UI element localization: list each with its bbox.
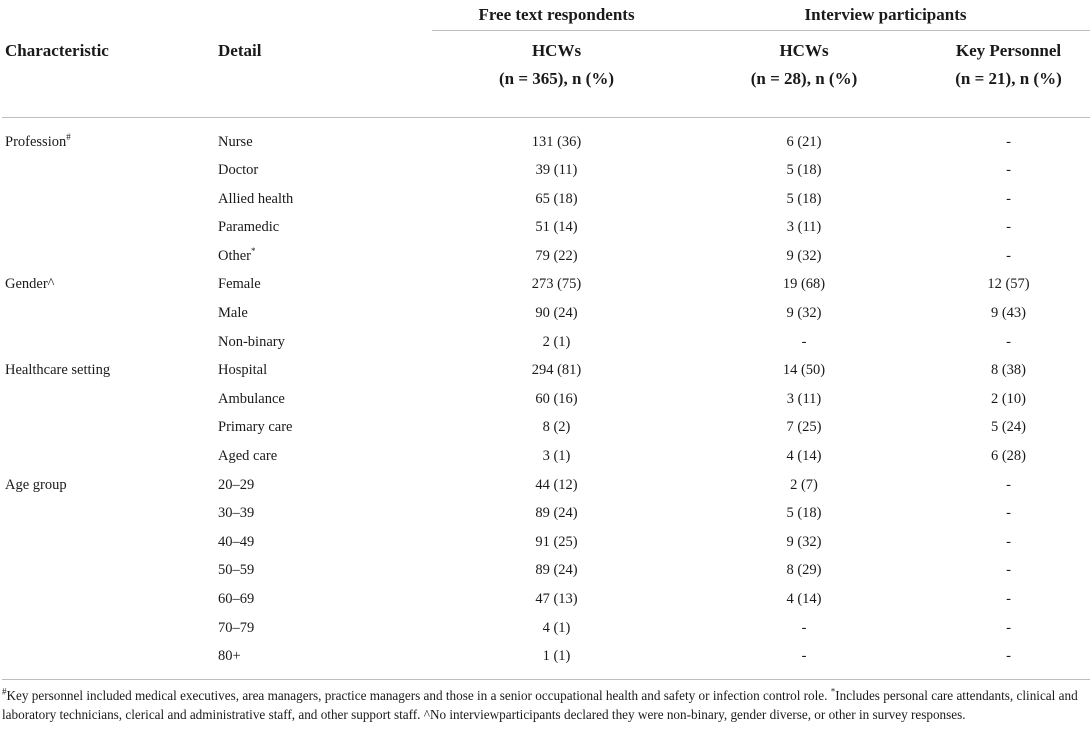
cell-detail [218,585,432,614]
cell-int-hcw-text: 19 (68) [782,276,826,293]
cell-int-hcw-text: 9 (32) [786,305,822,322]
cell-characteristic-text: Age group [5,476,67,493]
table-row [2,299,1090,328]
cell-int-hcw [681,442,927,471]
cell-int-key-text: - [1006,562,1011,579]
header-group-row [2,0,1090,31]
cell-int-key-text: 2 (10) [990,390,1027,407]
cell-characteristic [2,242,218,271]
cell-int-key [927,356,1090,385]
cell-int-key [927,242,1090,271]
cell-free-hcw-text: 4 (1) [542,619,571,636]
col-int-key-sub: (n = 21), n (%) [955,69,1062,88]
cell-int-key-text: - [1006,476,1011,493]
table-row [2,213,1090,242]
cell-free-hcw-text: 273 (75) [531,276,582,293]
cell-free-hcw [432,442,681,471]
cell-int-hcw [681,117,927,156]
cell-int-hcw [681,585,927,614]
cell-free-hcw [432,471,681,500]
cell-characteristic [2,556,218,585]
cell-int-hcw-text: 2 (7) [790,476,818,493]
cell-int-key [927,117,1090,156]
detail-mark: * [251,246,256,257]
cell-int-key [927,614,1090,643]
table-row [2,528,1090,557]
cell-free-hcw-text: 51 (14) [535,219,578,236]
table-row [2,270,1090,299]
cell-free-hcw [432,528,681,557]
cell-detail [218,614,432,643]
cell-int-key-text: - [1006,247,1011,264]
cell-int-key [927,471,1090,500]
cell-detail [218,556,432,585]
cell-detail-text: 30–39 [218,505,255,522]
cell-free-hcw-text: 79 (22) [535,247,578,264]
cell-int-hcw-text: 5 (18) [786,505,822,522]
cell-int-hcw [681,413,927,442]
cell-int-key-text: 6 (28) [990,448,1027,465]
participant-characteristics-table [2,0,1090,671]
cell-detail [218,328,432,357]
cell-int-key [927,328,1090,357]
cell-detail-text: Male [218,305,248,322]
cell-free-hcw-text: 65 (18) [535,190,578,207]
cell-int-key-text: - [1006,648,1011,665]
cell-free-hcw-text: 44 (12) [535,476,578,493]
cell-free-hcw-text: 91 (25) [535,533,578,550]
cell-detail-text: Ambulance [218,390,285,407]
cell-int-key [927,585,1090,614]
cell-int-key [927,442,1090,471]
table-row [2,442,1090,471]
cell-free-hcw [432,156,681,185]
cell-free-hcw-text: 3 (1) [542,448,571,465]
cell-detail [218,270,432,299]
cell-free-hcw [432,356,681,385]
cell-int-hcw-text: 14 (50) [782,362,826,379]
cell-free-hcw [432,413,681,442]
cell-characteristic [2,528,218,557]
cell-characteristic [2,117,218,156]
cell-detail-text: Female [218,276,261,293]
cell-int-hcw [681,528,927,557]
col-free-hcw-title: HCWs [531,41,582,60]
cell-int-hcw [681,242,927,271]
table-row [2,471,1090,500]
table-row [2,413,1090,442]
col-int-hcw-title: HCWs [779,41,829,60]
cell-int-key [927,213,1090,242]
cell-free-hcw [432,585,681,614]
cell-free-hcw [432,185,681,214]
cell-detail [218,442,432,471]
cell-int-key-text: - [1006,133,1011,150]
cell-int-key-text: - [1006,162,1011,179]
table-row [2,556,1090,585]
cell-int-hcw [681,299,927,328]
cell-int-hcw [681,356,927,385]
col-detail: Detail [218,31,432,118]
cell-int-hcw [681,385,927,414]
cell-characteristic [2,499,218,528]
cell-characteristic-text: Healthcare setting [5,362,111,379]
table-footnote [2,679,1090,724]
cell-detail-text: 20–29 [218,476,255,493]
cell-int-hcw [681,471,927,500]
cell-int-hcw [681,156,927,185]
cell-free-hcw [432,328,681,357]
cell-int-hcw-text: 9 (32) [786,533,822,550]
cell-free-hcw-text: 39 (11) [535,162,578,179]
cell-int-hcw-text: - [801,648,807,665]
cell-characteristic [2,185,218,214]
footnote-star-text: Includes personal care attendants, clinical and laboratory technicians, clerical and administrative staff, and other support staff. [2,687,1078,722]
cell-free-hcw [432,614,681,643]
cell-characteristic [2,385,218,414]
cell-free-hcw-text: 90 (24) [535,305,578,322]
cell-detail-text: Hospital [218,362,268,379]
table-row [2,117,1090,156]
cell-int-hcw [681,213,927,242]
cell-int-hcw [681,556,927,585]
cell-int-hcw [681,328,927,357]
cell-characteristic [2,642,218,671]
cell-free-hcw [432,213,681,242]
cell-detail [218,242,432,271]
cell-detail-text: Aged care [218,448,278,465]
cell-int-key-text: - [1006,591,1011,607]
cell-int-key [927,556,1090,585]
cell-characteristic [2,614,218,643]
cell-int-hcw-text: 3 (11) [786,390,822,407]
group-free-text: Free text respondents [432,0,681,31]
cell-characteristic-text: Gender^ [5,276,55,293]
footnote-caret-text: ^No interviewparticipants declared they were non-binary, gender diverse, or other in survey responses. [423,706,966,722]
cell-free-hcw-text: 47 (13) [535,591,578,607]
cell-free-hcw [432,299,681,328]
cell-detail-text: 50–59 [218,562,255,579]
cell-characteristic-text: Profession [5,133,67,150]
cell-free-hcw [432,642,681,671]
table-row [2,156,1090,185]
cell-int-hcw [681,185,927,214]
cell-free-hcw-text: 2 (1) [542,333,571,350]
cell-int-key [927,299,1090,328]
cell-int-hcw-text: 3 (11) [786,219,822,236]
cell-detail [218,117,432,156]
table-row [2,585,1090,614]
cell-int-key [927,413,1090,442]
table-row [2,614,1090,643]
cell-detail-text: 80+ [218,648,241,665]
cell-detail-text: Nurse [218,133,253,150]
cell-int-key [927,185,1090,214]
cell-characteristic [2,585,218,614]
cell-detail [218,299,432,328]
col-int-hcw [681,31,927,118]
cell-int-key [927,385,1090,414]
table-row [2,642,1090,671]
table-row [2,185,1090,214]
cell-free-hcw [432,385,681,414]
cell-detail [218,413,432,442]
table-body [2,117,1090,671]
cell-int-key-text: - [1006,190,1011,207]
cell-int-hcw-text: 7 (25) [786,419,822,436]
cell-free-hcw [432,117,681,156]
cell-free-hcw [432,242,681,271]
cell-characteristic [2,471,218,500]
cell-detail [218,156,432,185]
cell-characteristic [2,356,218,385]
cell-int-hcw-text: 4 (14) [786,448,822,465]
table-row [2,242,1090,271]
cell-free-hcw-text: 1 (1) [542,648,571,665]
col-int-key [927,31,1090,118]
cell-int-hcw-text: 8 (29) [786,562,822,579]
cell-int-key [927,528,1090,557]
cell-characteristic [2,442,218,471]
table-row [2,385,1090,414]
header-column-row [2,31,1090,118]
cell-int-key-text: - [1006,333,1011,350]
cell-int-key-text: - [1006,219,1011,236]
cell-int-key-text: - [1006,505,1011,522]
cell-int-key [927,499,1090,528]
cell-int-hcw [681,270,927,299]
footnote-star-mark: * [830,686,836,697]
cell-detail-text: Allied health [218,190,294,207]
cell-int-key [927,156,1090,185]
cell-characteristic [2,413,218,442]
cell-detail-text: Paramedic [218,219,280,236]
cell-free-hcw-text: 294 (81) [531,362,582,379]
cell-int-hcw [681,614,927,643]
cell-free-hcw [432,499,681,528]
cell-detail [218,356,432,385]
cell-free-hcw [432,556,681,585]
cell-int-key-text: - [1006,619,1011,636]
cell-detail-text: 70–79 [218,619,255,636]
cell-int-key [927,270,1090,299]
footnote-hash-mark: # [2,686,7,697]
col-free-hcw-sub: (n = 365), n (%) [499,69,614,88]
cell-characteristic [2,270,218,299]
cell-detail [218,385,432,414]
cell-int-hcw-text: 9 (32) [786,247,822,264]
cell-characteristic [2,299,218,328]
table-row [2,328,1090,357]
cell-free-hcw-text: 89 (24) [535,505,578,522]
cell-characteristic [2,328,218,357]
cell-detail-text: Non-binary [218,333,285,350]
col-free-hcw [432,31,681,118]
col-int-key-title: Key Personnel [955,41,1062,60]
cell-int-key-text: 8 (38) [990,362,1027,379]
table-row [2,499,1090,528]
characteristic-mark: # [66,131,71,142]
table-row [2,356,1090,385]
cell-int-hcw-text: 5 (18) [786,190,822,207]
cell-int-key [927,642,1090,671]
cell-int-key-text: 12 (57) [987,276,1030,293]
cell-detail [218,185,432,214]
cell-int-key-text: 5 (24) [990,419,1027,436]
cell-int-hcw-text: 6 (21) [786,133,822,150]
cell-int-key-text: - [1006,533,1011,550]
cell-int-hcw-text: 4 (14) [786,591,822,607]
cell-detail [218,213,432,242]
cell-detail-text: Doctor [218,162,259,179]
cell-characteristic [2,156,218,185]
cell-detail-text: Other [218,247,252,264]
cell-detail [218,471,432,500]
group-interview: Interview participants [681,0,1090,31]
footnote-hash-text: Key personnel included medical executives, area managers, practice managers and those in a senior occupational health and safety or infection control role. [6,687,828,703]
cell-characteristic [2,213,218,242]
cell-int-key-text: 9 (43) [990,305,1027,322]
cell-int-hcw [681,642,927,671]
cell-int-hcw-text: 5 (18) [786,162,822,179]
cell-free-hcw [432,270,681,299]
cell-detail-text: 60–69 [218,591,255,607]
cell-detail [218,528,432,557]
col-int-hcw-sub: (n = 28), n (%) [750,69,858,88]
cell-int-hcw [681,499,927,528]
cell-free-hcw-text: 60 (16) [535,390,578,407]
cell-detail-text: Primary care [218,419,293,436]
col-characteristic: Characteristic [2,31,218,118]
cell-free-hcw-text: 89 (24) [535,562,578,579]
cell-detail [218,642,432,671]
cell-free-hcw-text: 131 (36) [531,133,582,150]
cell-int-hcw-text: - [801,619,807,636]
cell-detail-text: 40–49 [218,533,255,550]
cell-free-hcw-text: 8 (2) [542,419,571,436]
cell-detail [218,499,432,528]
cell-int-hcw-text: - [801,333,807,350]
